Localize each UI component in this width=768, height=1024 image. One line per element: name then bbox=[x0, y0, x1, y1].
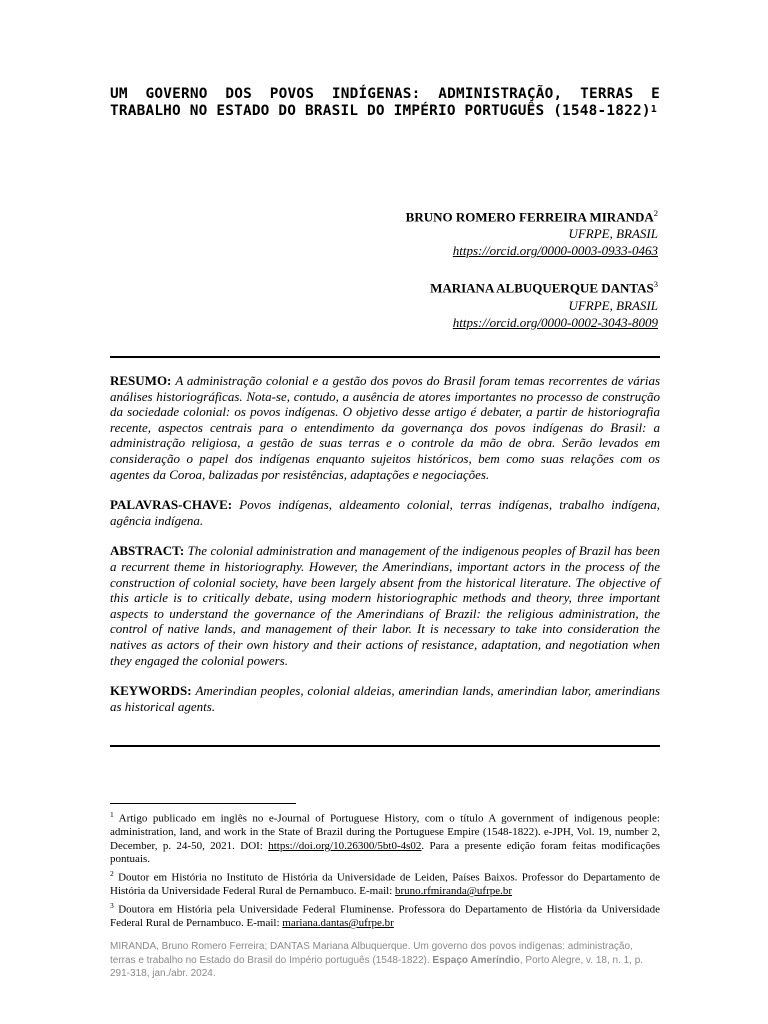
keywords-label: KEYWORDS: bbox=[110, 683, 192, 699]
top-divider bbox=[110, 356, 660, 358]
citation-footer bbox=[110, 940, 660, 981]
footnote-marker: 3 bbox=[110, 900, 114, 910]
abstract-text: The colonial administration and management of the indigenous peoples of Brazil has been a recurrent theme in historiography. However, the Amerindians, important actors in the process of the construction of colonial society, have been largely absent from the historical literature. The objective of this article is to critically debate, using modern historiographic methods and theory, three important aspects to understand the governance of the Amerindians of Brazil: the religious administration, the control of native lands, and management of their labor. It is necessary to take into consideration the natives as actors of their own history and their actions of resistance, adaptation, and negotiation when they engaged the colonial powers. bbox=[110, 543, 660, 668]
footnote-1 bbox=[110, 808, 660, 867]
author-block bbox=[406, 276, 658, 330]
footnote-text: Doutora em História pela Universidade Federal Fluminense. Professora do Departamento de História da Universidade Federal Rural de Pernambuco. E-mail: bbox=[110, 903, 660, 930]
doi-link[interactable]: https://doi.org/10.26300/5bt0-4s02 bbox=[268, 839, 422, 852]
citation-text-after: , Porto Alegre, v. 18, n. 1, p. 291-318, jan./abr. 2024. bbox=[110, 954, 644, 979]
abstract-label: ABSTRACT: bbox=[110, 543, 185, 559]
author-orcid-link[interactable]: https://orcid.org/0000-0002-3043-8009 bbox=[452, 314, 658, 330]
abstract-paragraph bbox=[110, 543, 660, 668]
author-orcid-link[interactable]: https://orcid.org/0000-0003-0933-0463 bbox=[452, 243, 658, 259]
abstract-section bbox=[110, 373, 660, 729]
resumo-text: A administração colonial e a gestão dos povos do Brasil foram temas recorrentes de várias análises historiográficas. Nota-se, contudo, a ausência de atores importantes no processo de construção da sociedade colonial: os povos indígenas. O objetivo desse artigo é debater, a partir de historiografia recente, aspectos centrais para o entendimento da governança dos povos indígenas do Brasil: a administração religiosa, a gestão de suas terras e o controle da mão de obra. Serão levados em consideração o papel dos indígenas enquanto sujeitos históricos, bem como suas relações com os agentes da Coroa, balizadas por resistências, adaptações e negociações. bbox=[110, 373, 660, 482]
footnote-text: Artigo publicado em inglês no e-Journal of Portuguese History, com o título A government of indigenous people: administration, land, and work in the State of Brazil during the Portuguese Empire (1548-1822). e-JPH, Vol. 19, number 2, December, p. 24-50, 2021. DOI: bbox=[110, 812, 660, 852]
author-institution: UFRPE, BRASIL bbox=[568, 226, 658, 242]
footnote-text-after: . Para a presente edição foram feitas modificações pontuais. bbox=[110, 839, 660, 866]
footnote-3 bbox=[110, 899, 660, 931]
author-name-text: MARIANA ALBUQUERQUE DANTAS bbox=[430, 280, 654, 296]
email-link[interactable]: bruno.rfmiranda@ufrpe.br bbox=[395, 885, 513, 898]
resumo-label: RESUMO: bbox=[110, 373, 172, 388]
palavras-chave-paragraph bbox=[110, 497, 660, 528]
author-name bbox=[406, 276, 658, 296]
footnote-text: Doutor em História no Instituto de História da Universidade de Leiden, Países Baixos. Professor do Departamento de História da Universidade Federal Rural de Pernambuco. E-mail: bbox=[110, 871, 660, 898]
author-footnote-marker[interactable]: 3 bbox=[653, 279, 658, 290]
author-footnote-marker[interactable]: 2 bbox=[653, 208, 658, 218]
footnote-marker: 2 bbox=[110, 869, 114, 879]
footnote-marker: 1 bbox=[110, 810, 114, 819]
keywords-text: Amerindian peoples, colonial aldeias, amerindian lands, amerindian labor, amerindians as historical agents. bbox=[110, 683, 661, 714]
footnote-2 bbox=[110, 867, 660, 899]
article-title bbox=[110, 86, 660, 120]
footnotes bbox=[110, 808, 660, 931]
author-institution: UFRPE, BRASIL bbox=[568, 297, 658, 313]
author-list bbox=[406, 205, 658, 331]
author-name-text: BRUNO ROMERO FERREIRA MIRANDA bbox=[405, 209, 654, 225]
bottom-divider bbox=[110, 745, 660, 747]
title-footnote-marker[interactable]: 1 bbox=[650, 104, 657, 115]
keywords-paragraph bbox=[110, 683, 660, 714]
email-link[interactable]: mariana.dantas@ufrpe.br bbox=[282, 917, 394, 930]
author-name bbox=[406, 205, 658, 225]
citation-text: MIRANDA, Bruno Romero Ferreira; DANTAS Mariana Albuquerque. Um governo dos povos indígenas: administração, terras e trabalho no Estado do Brasil do Império português (1548-1822). bbox=[110, 941, 633, 966]
footnote-separator bbox=[110, 803, 296, 804]
palavras-chave-label: PALAVRAS-CHAVE: bbox=[110, 497, 233, 513]
article-title-text: UM GOVERNO DOS POVOS INDÍGENAS: ADMINISTRAÇÃO, TERRAS E TRABALHO NO ESTADO DO BRASIL DO IMPÉRIO PORTUGUÊS (1548-1822) bbox=[110, 86, 660, 119]
author-block bbox=[406, 205, 658, 259]
resumo-paragraph bbox=[110, 373, 660, 482]
citation-journal: Espaço Ameríndio bbox=[432, 954, 520, 966]
palavras-chave-text: Povos indígenas, aldeamento colonial, terras indígenas, trabalho indígena, agência indígena. bbox=[110, 497, 661, 528]
